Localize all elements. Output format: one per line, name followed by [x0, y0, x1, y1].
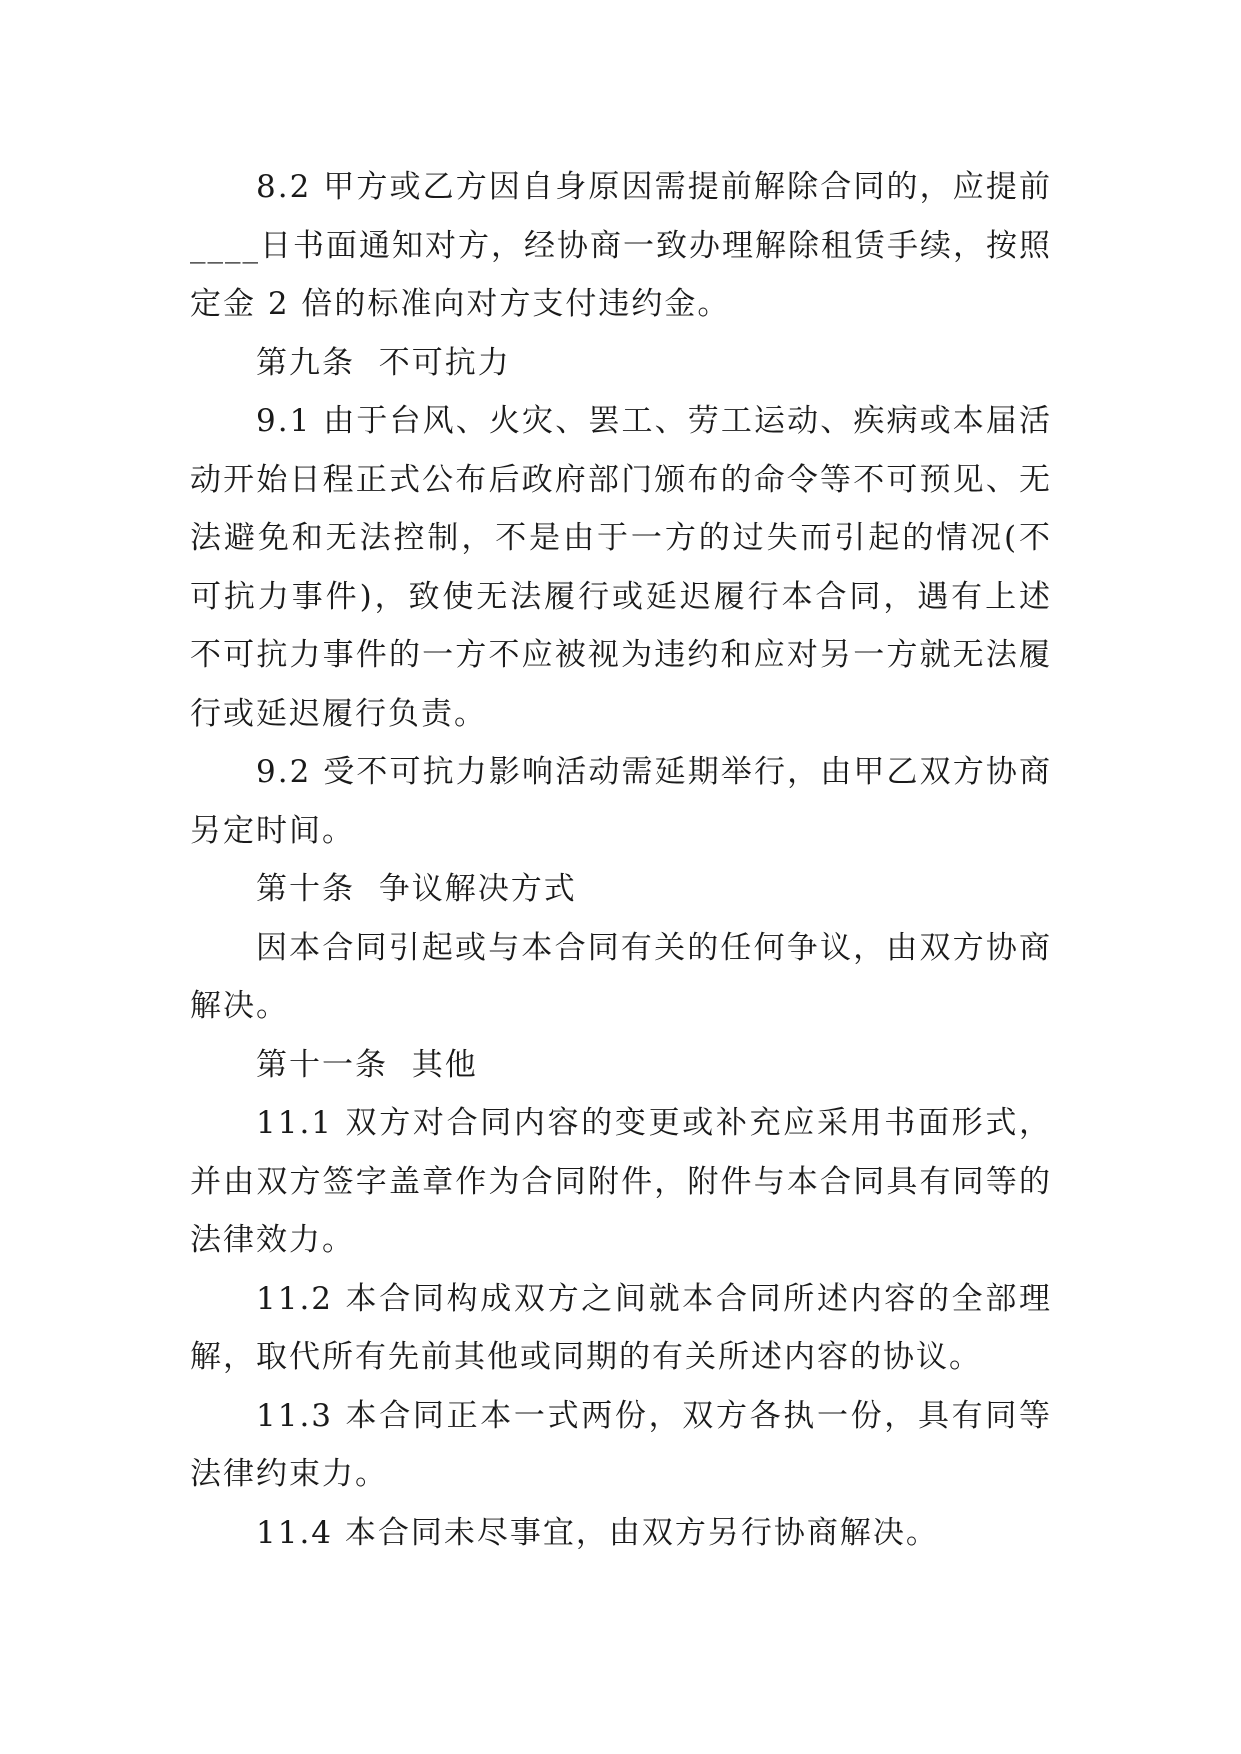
- document-page: [190, 158, 1052, 1562]
- article-10-heading: 第十条 争议解决方式: [256, 871, 577, 907]
- clause-9-2: 9.2 受不可抗力影响活动需延期举行，由甲乙双方协商另定时间。: [190, 754, 1052, 849]
- clause-11-2: 11.2 本合同构成双方之间就本合同所述内容的全部理解，取代所有先前其他或同期的有关所述内容的协议。: [190, 1280, 1052, 1375]
- clause-11-4: 11.4 本合同未尽事宜，由双方另行协商解决。: [256, 1514, 939, 1551]
- article-9-heading: 第九条 不可抗力: [256, 344, 511, 381]
- article-11-heading: 第十一条 其他: [256, 1046, 478, 1083]
- clause-9-1: 9.1 由于台风、火灾、罢工、劳工运动、疾病或本届活动开始日程正式公布后政府部门颁布的命令等不可预见、无法避免和无法控制，不是由于一方的过失而引起的情况(不可抗力事件)，致使无法履行或延迟履行本合同，遇有上述不可抗力事件的一方不应被视为违约和应对另一方就无法履行或延迟履行负责。: [190, 403, 1052, 732]
- clause-11-3: 11.3 本合同正本一式两份，双方各执一份，具有同等法律约束力。: [190, 1397, 1052, 1492]
- clause-8-2: 8.2 甲方或乙方因自身原因需提前解除合同的，应提前____日书面通知对方，经协商一致办理解除租赁手续，按照定金 2 倍的标准向对方支付违约金。: [190, 169, 1052, 322]
- clause-10: 因本合同引起或与本合同有关的任何争议，由双方协商解决。: [190, 929, 1052, 1024]
- clause-11-1: 11.1 双方对合同内容的变更或补充应采用书面形式，并由双方签字盖章作为合同附件，附件与本合同具有同等的法律效力。: [190, 1105, 1052, 1258]
